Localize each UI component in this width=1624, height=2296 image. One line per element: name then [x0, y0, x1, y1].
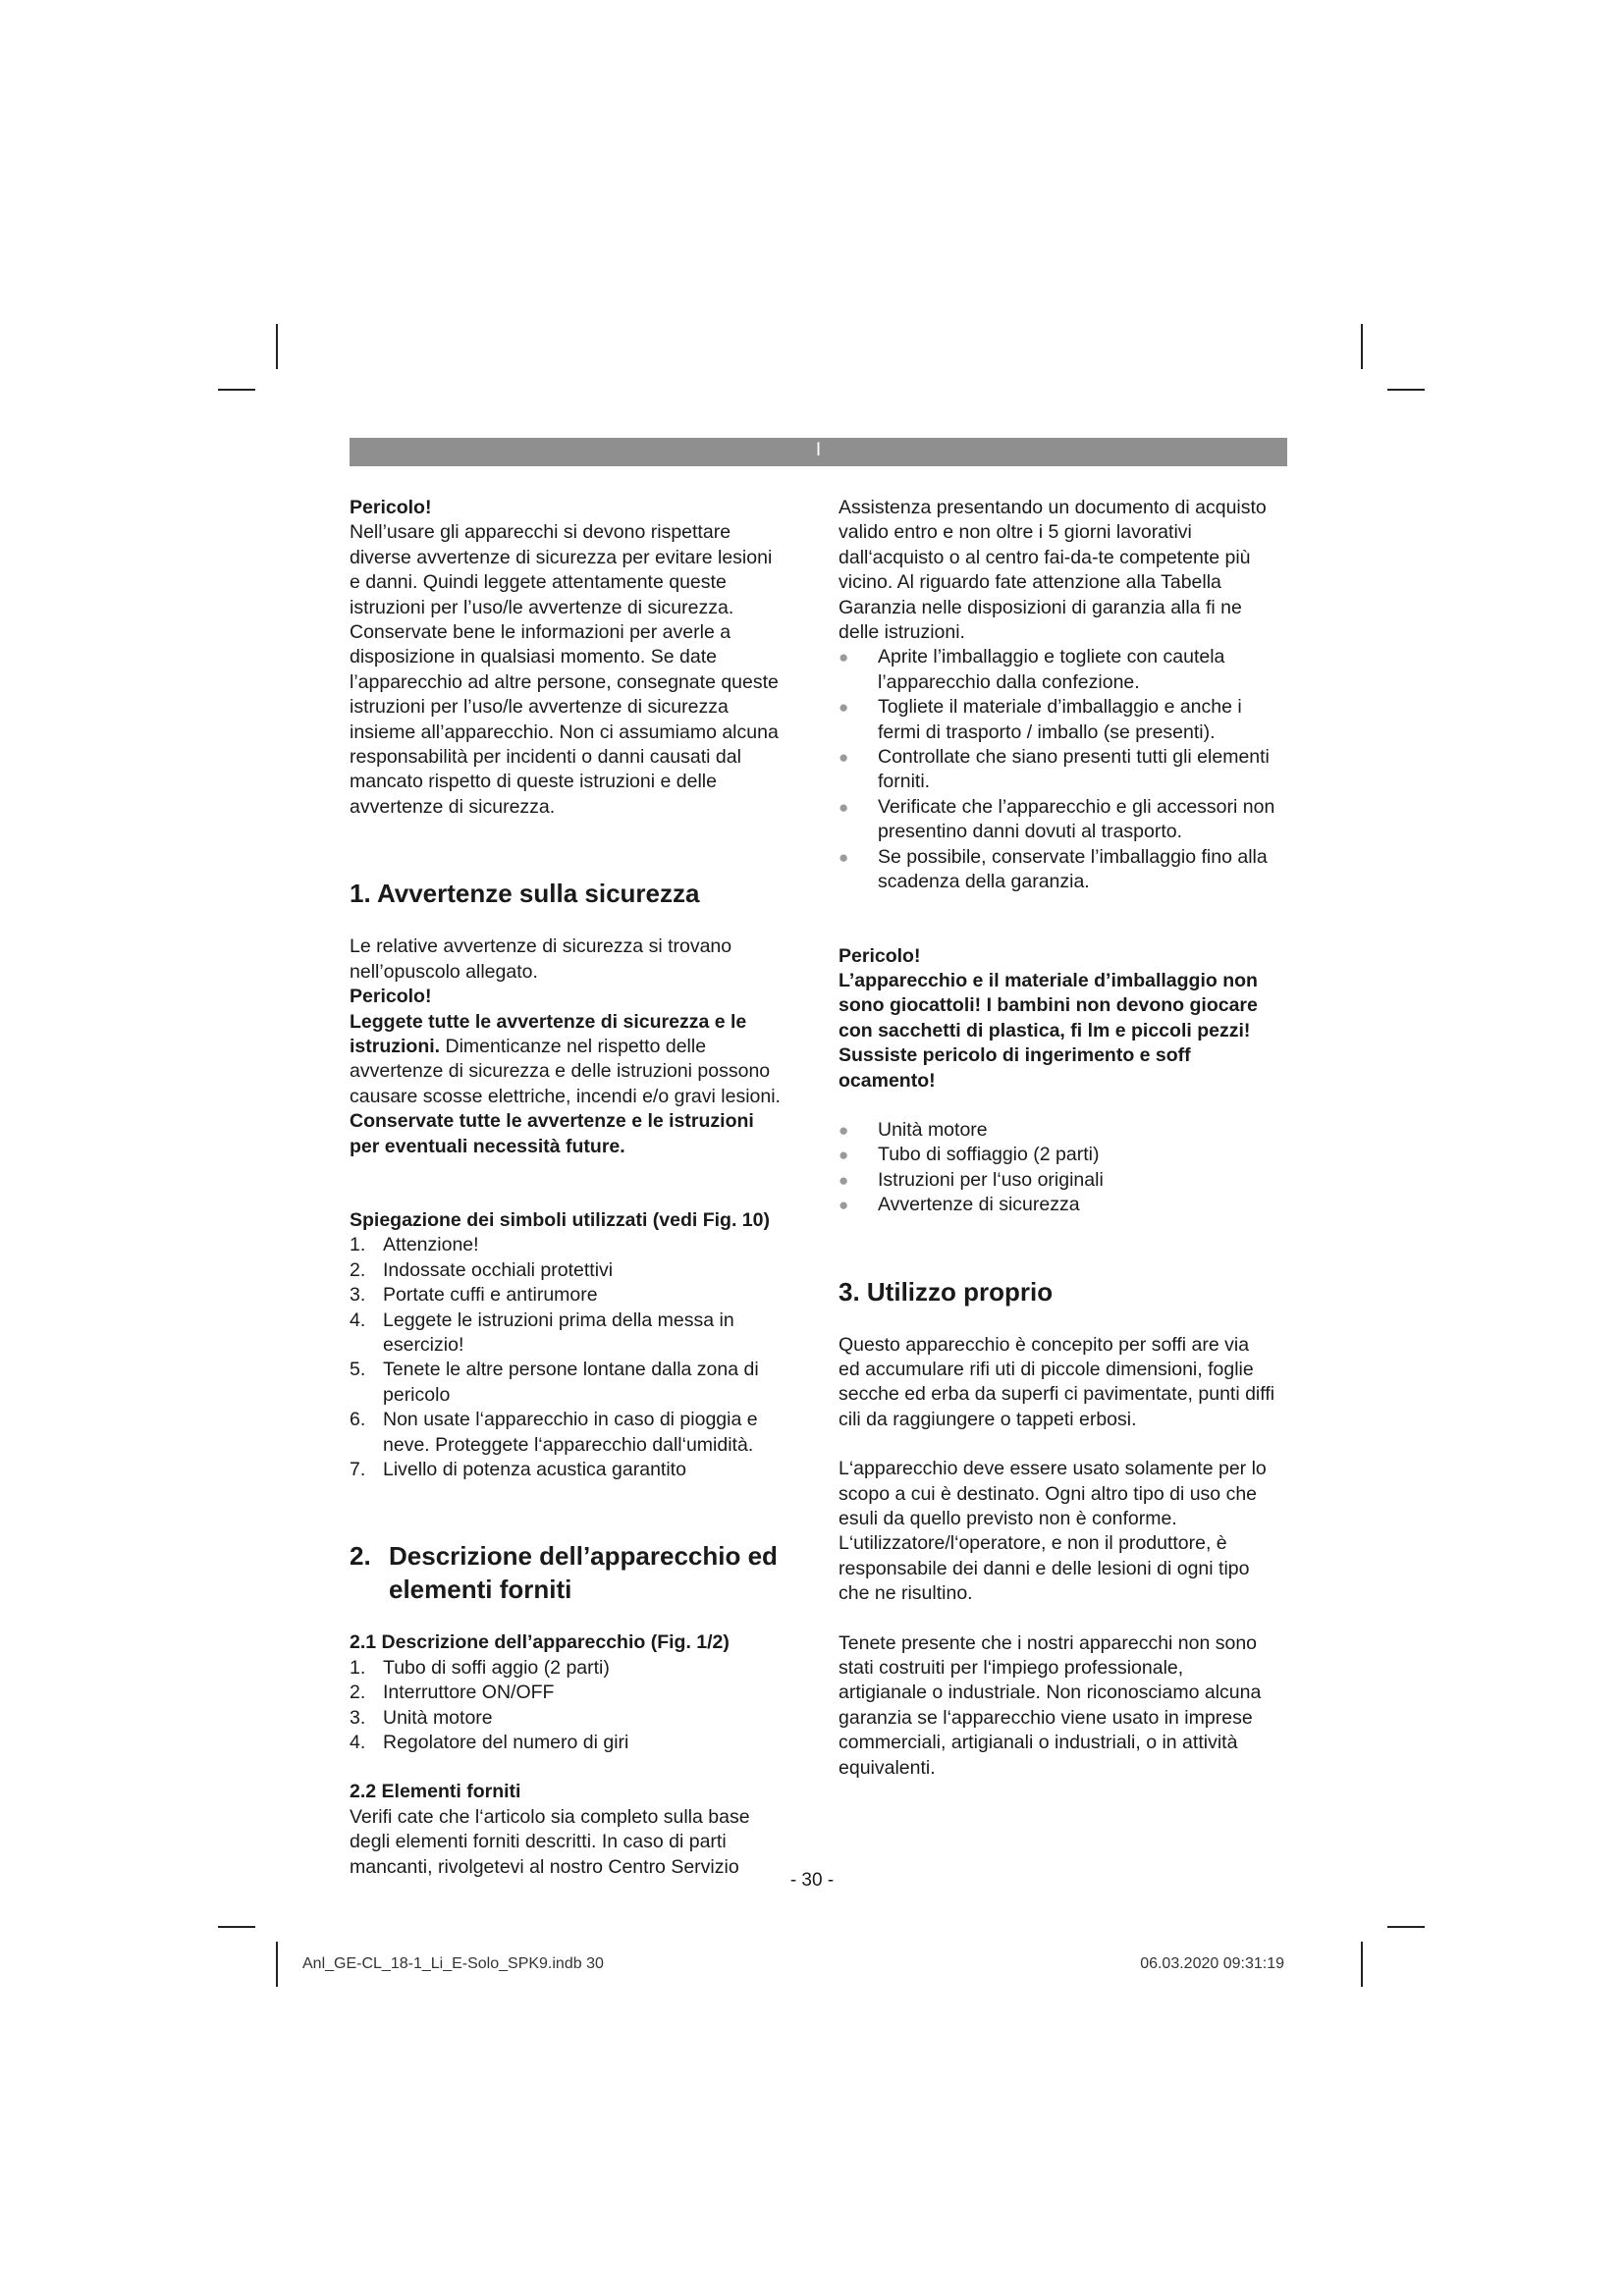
sub22-heading: 2.2 Elementi forniti [350, 1781, 521, 1803]
list-item: ● Aprite l’imballaggio e togliete con cautela l’apparecchio dalla confezione. [839, 646, 1225, 693]
crop-mark [1361, 1942, 1363, 1987]
bullet-icon: ● [839, 1196, 849, 1215]
list-item: ● Se possibile, conservate l’imballaggio fino alla scadenza della garanzia. [839, 845, 1268, 893]
bullet-icon: ● [839, 1170, 849, 1190]
continued-text: Assistenza presentando un documento di acquisto valido entro e non oltre i 5 giorni lavorativi dall‘acquisto o al centro fai-da-te competente più vicino. Al riguardo fate attenzione alla Tabella Garanzia nelle disposizioni di garanzia alla fi ne delle istruzioni. [839, 497, 1267, 644]
supplied-items-list [839, 1118, 1275, 1218]
crop-mark [1387, 389, 1425, 391]
list-item: 4. Regolatore del numero di giri [350, 1732, 629, 1754]
footer-file-name: Anl_GE-CL_18-1_Li_E-Solo_SPK9.indb 30 [302, 1955, 604, 1972]
bullet-icon: ● [839, 648, 849, 667]
symbols-list [350, 1233, 786, 1482]
crop-mark [1361, 324, 1363, 369]
section1-bold-end: Conservate tutte le avvertenze e le istruzioni per eventuali necessità future. [350, 1110, 754, 1157]
sub21-heading: 2.1 Descrizione dell’apparecchio (Fig. 1/2) [350, 1631, 730, 1654]
list-item: ● Togliete il materiale d’imballaggio e anche i fermi di trasporto / imballo (se presenti). [839, 696, 1242, 743]
bullet-icon: ● [839, 1146, 849, 1165]
section3-paragraph-1: Questo apparecchio è concepito per soffi are via ed accumulare rifi uti di piccole dimensioni, foglie secche ed erba da superfi ci pavimentate, punti diffi cili da raggiungere o tappeti erbosi. [839, 1333, 1275, 1430]
section2-title: Descrizione dell’apparecchio ed elementi forniti [389, 1541, 778, 1605]
section1-text: Le relative avvertenze di sicurezza si trovano nell’opuscolo allegato. [350, 935, 732, 983]
list-item: 2. Indossate occhiali protettivi [350, 1258, 614, 1281]
list-item: ● Controllate che siano presenti tutti gli elementi forniti. [839, 746, 1270, 793]
section2-number: 2. [350, 1541, 371, 1572]
crop-mark [276, 324, 278, 369]
list-item: 3. Portate cuffi e antirumore [350, 1284, 598, 1307]
list-item: 1. Attenzione! [350, 1234, 479, 1256]
left-column [350, 496, 786, 1880]
crop-mark [276, 1942, 278, 1987]
bullet-icon: ● [839, 797, 849, 817]
section1-bold-start: Leggete tutte le avvertenze di sicurezza e le istruzioni. [350, 1010, 747, 1057]
right-column [839, 496, 1275, 1781]
list-item: ● Verificate che l’apparecchio e gli accessori non presentino danni dovuti al trasporto. [839, 795, 1275, 843]
language-tab: I [815, 440, 822, 460]
crop-mark [218, 1926, 255, 1928]
symbols-heading: Spiegazione dei simboli utilizzati (vedi Fig. 10) [350, 1208, 770, 1231]
section3-paragraph-2: L‘apparecchio deve essere usato solamente per lo scopo a cui è destinato. Ogni altro tipo di uso che esuli da quello previsto non è conforme. L‘utilizzatore/l‘operatore, e non il produttore, è responsabile dei danni e delle lesioni di ogni tipo che ne risultino. [839, 1458, 1267, 1605]
page-number: - 30 - [789, 1870, 835, 1891]
section1-text2: Dimenticanze nel rispetto delle avvertenze di sicurezza e delle istruzioni possono causare scosse elettriche, incendi e/o gravi lesioni. [350, 1035, 781, 1107]
footer-timestamp: 06.03.2020 09:31:19 [1140, 1955, 1284, 1972]
section2-heading [350, 1539, 786, 1606]
bullet-icon: ● [839, 847, 849, 867]
section3-paragraph-3: Tenete presente che i nostri apparecchi non sono stati costruiti per l‘impiego professionale, artigianale o industriale. Non riconosciamo alcuna garanzia se l‘apparecchio viene usato in imprese commerciali, artigianali o industriali, o in attività equivalenti. [839, 1631, 1262, 1779]
list-item: 2. Interruttore ON/OFF [350, 1682, 555, 1704]
list-item: ● Istruzioni per l‘uso originali [839, 1168, 1275, 1193]
device-parts-list [350, 1656, 786, 1756]
section1-warning-paragraph [350, 1010, 786, 1110]
intro-danger-title: Pericolo! [350, 497, 432, 518]
bullet-icon: ● [839, 1120, 849, 1140]
list-item: 5. Tenete le altre persone lontane dalla zona di pericolo [350, 1359, 759, 1406]
list-item: 4. Leggete le istruzioni prima della messa in esercizio! [350, 1308, 734, 1356]
crop-mark [218, 389, 255, 391]
list-item: ● Unità motore [839, 1118, 1275, 1143]
list-item: 3. Unità motore [350, 1706, 493, 1729]
danger-text: L’apparecchio e il materiale d’imballaggio non sono giocattoli! I bambini non devono giocare con sacchetti di plastica, fi lm e piccoli pezzi! Sussiste pericolo di ingerimento e soff ocamento! [839, 969, 1258, 1092]
section1-danger-label: Pericolo! [350, 986, 432, 1008]
list-item: 7. Livello di potenza acustica garantito [350, 1459, 686, 1480]
bullet-icon: ● [839, 748, 849, 768]
list-item: 1. Tubo di soffi aggio (2 parti) [350, 1656, 610, 1679]
list-item: ● Tubo di soffiaggio (2 parti) [839, 1143, 1275, 1167]
unpack-steps-list [839, 645, 1275, 894]
crop-mark [1387, 1926, 1425, 1928]
list-item: 6. Non usate l‘apparecchio in caso di pioggia e neve. Proteggete l‘apparecchio dall‘umidità. [350, 1409, 758, 1456]
list-item: ● Avvertenze di sicurezza [839, 1193, 1275, 1217]
danger-label: Pericolo! [839, 944, 921, 967]
section3-heading: 3. Utilizzo proprio [839, 1276, 1054, 1307]
section1-heading: 1. Avvertenze sulla sicurezza [350, 879, 700, 909]
intro-text: Nell’usare gli apparecchi si devono rispettare diverse avvertenze di sicurezza per evitare lesioni e danni. Quindi leggete attentamente queste istruzioni per l’uso/le avvertenze di sicurezza. Conservate bene le informazioni per averle a disposizione in qualsiasi momento. Se date l’apparecchio ad altre persone, consegnate queste istruzioni per l’uso/le avvertenze di sicurezza insieme all’apparecchio. Non ci assumiamo alcuna responsabilità per incidenti o danni causati dal mancato rispetto di queste istruzioni e delle avvertenze di sicurezza. [350, 521, 779, 818]
language-header-bar [350, 438, 1287, 466]
bullet-icon: ● [839, 698, 849, 718]
sub22-text: Verifi cate che l‘articolo sia completo sulla base degli elementi forniti descritti. In caso di parti mancanti, rivolgetevi al nostro Centro Servizio [350, 1805, 750, 1878]
